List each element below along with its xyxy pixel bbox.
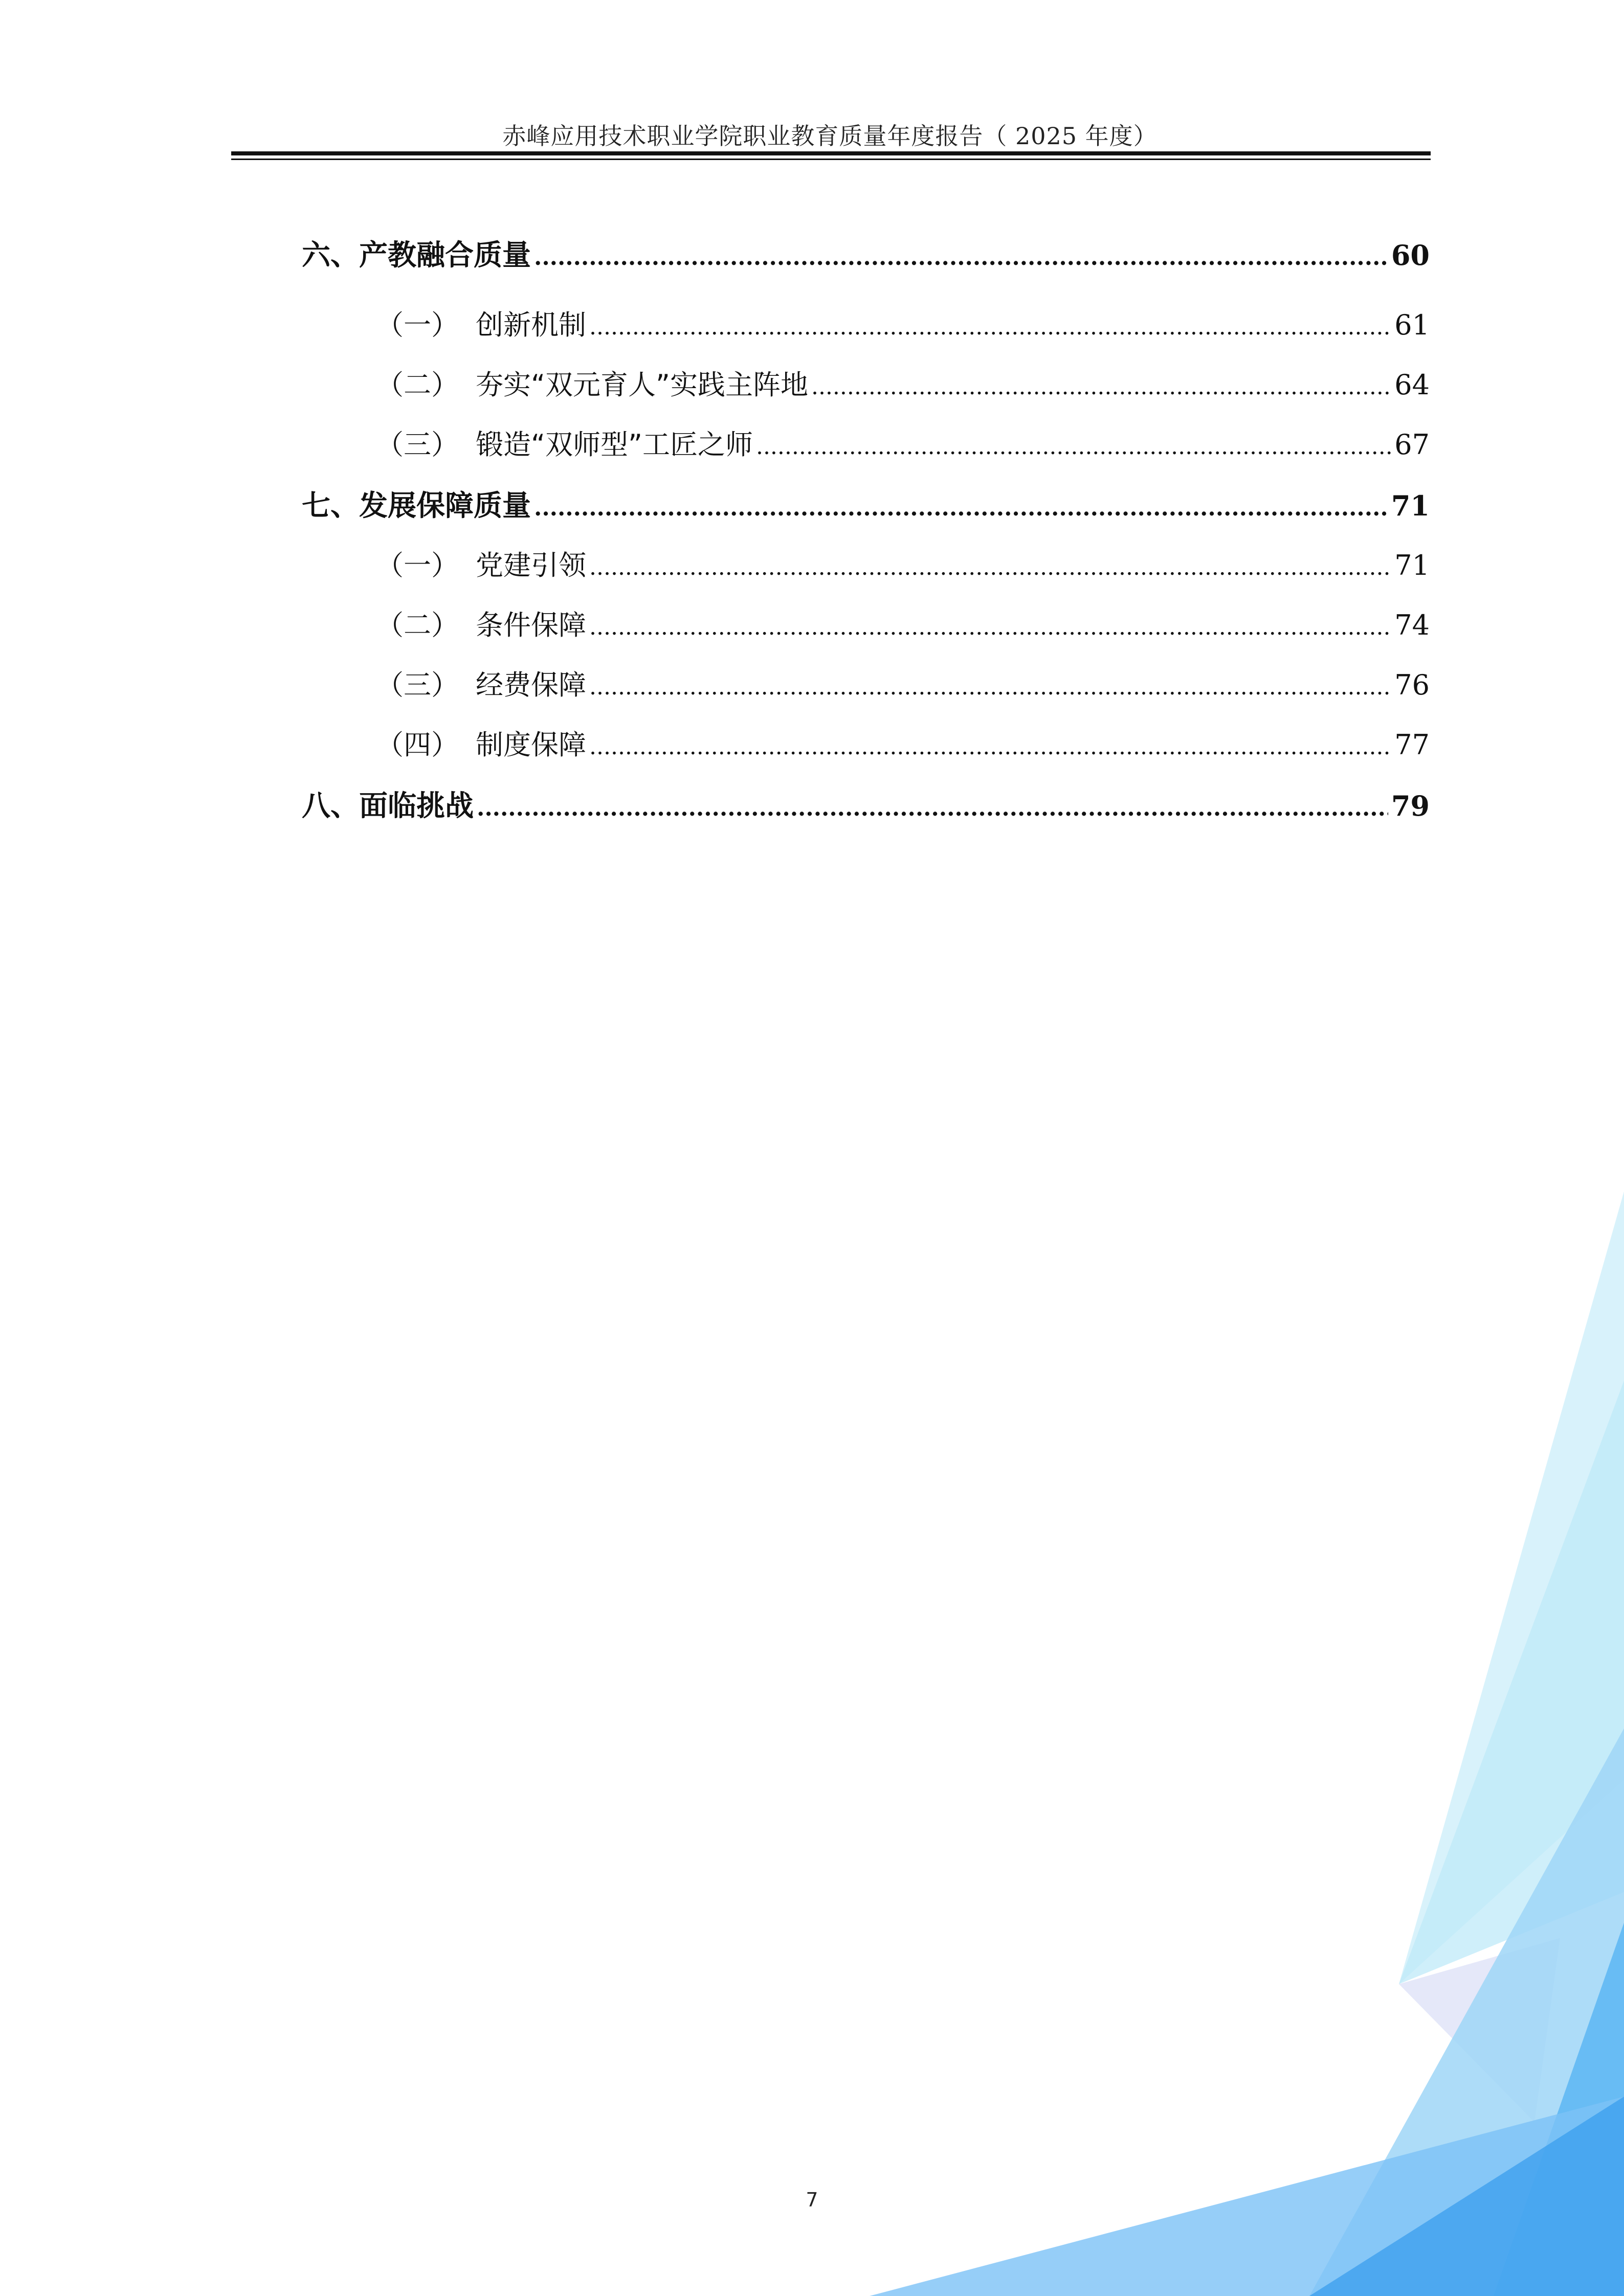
toc-entry-label-group: [376, 303, 586, 343]
toc-leader-dots: [811, 374, 1391, 400]
toc-entry-label: 经费保障: [476, 669, 586, 701]
toc-entry-label: 创新机制: [476, 309, 586, 341]
toc-entry-label: 八、面临挑战: [302, 790, 474, 823]
toc-entry-7-1[interactable]: [376, 544, 1430, 583]
page-number: 7: [806, 2189, 818, 2211]
toc-entry-6-1[interactable]: [376, 303, 1430, 343]
toc-entry-label: 夯实“双元育人”实践主阵地: [476, 369, 808, 401]
toc-entry-page: 79: [1391, 790, 1430, 822]
toc-entry-section-7[interactable]: [302, 483, 1430, 524]
toc-leader-dots: [534, 495, 1388, 521]
toc-entry-page: 67: [1394, 429, 1430, 461]
toc-leader-dots: [534, 244, 1388, 271]
header-rule-thick: [231, 151, 1431, 155]
toc-entry-6-3[interactable]: [376, 423, 1430, 462]
toc-entry-page: 61: [1394, 309, 1430, 341]
toc-leader-dots: [589, 314, 1391, 340]
toc-entry-label: 制度保障: [476, 729, 586, 761]
toc-entry-6-2[interactable]: [376, 363, 1430, 402]
toc-entry-label: 条件保障: [476, 609, 586, 641]
toc-entry-page: 64: [1394, 369, 1430, 401]
toc-leader-dots: [589, 734, 1391, 760]
toc-leader-dots: [589, 554, 1391, 580]
toc-entry-label-group: [376, 663, 586, 703]
toc-entry-number: （三）: [376, 429, 459, 461]
toc-leader-dots: [589, 674, 1391, 700]
running-header: 赤峰应用技术职业学院职业教育质量年度报告（ 2025 年度）: [502, 122, 1158, 150]
toc-entry-label: 六、产教融合质量: [302, 239, 531, 272]
toc-entry-number: （二）: [376, 609, 459, 641]
toc-entry-label-group: [376, 423, 753, 462]
toc-entry-section-6[interactable]: [302, 233, 1430, 274]
toc-entry-label: 七、发展保障质量: [302, 489, 531, 523]
toc-entry-number: （四）: [376, 729, 459, 761]
toc-leader-dots: [589, 614, 1391, 640]
toc-entry-label-group: [376, 544, 586, 583]
toc-entry-number: （一）: [376, 309, 459, 341]
toc-entry-page: 71: [1394, 549, 1430, 581]
toc-entry-7-2[interactable]: [376, 603, 1430, 643]
toc-entry-page: 76: [1394, 669, 1430, 701]
toc-entry-number: （三）: [376, 669, 459, 701]
toc-entry-page: 71: [1391, 489, 1430, 522]
toc-entry-7-4[interactable]: [376, 723, 1430, 762]
toc-entry-page: 74: [1394, 609, 1430, 641]
toc-entry-7-3[interactable]: [376, 663, 1430, 703]
toc-entry-label-group: [376, 363, 808, 402]
toc-entry-number: （二）: [376, 369, 459, 401]
toc-entry-section-8[interactable]: [302, 783, 1430, 824]
toc-entry-page: 77: [1394, 729, 1430, 761]
toc-entry-page: 60: [1391, 239, 1430, 272]
toc-entry-number: （一）: [376, 549, 459, 581]
toc-leader-dots: [756, 434, 1391, 460]
toc-entry-label: 党建引领: [476, 549, 586, 581]
toc-leader-dots: [477, 795, 1388, 821]
header-rule-thin: [231, 159, 1431, 160]
toc-entry-label-group: [376, 603, 586, 643]
toc-entry-label-group: [376, 723, 586, 762]
toc-entry-label: 锻造“双师型”工匠之师: [476, 429, 753, 461]
